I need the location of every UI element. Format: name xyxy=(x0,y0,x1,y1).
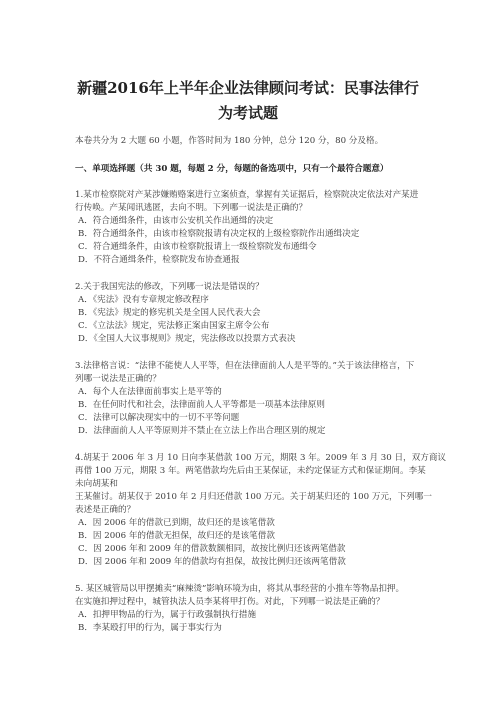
question-3-stem-cont: 列哪一说法是正确的？ xyxy=(75,374,161,384)
question-1-option-c: C．符合通缉条件，由该市检察院报请上一级检察院发布通缉令 xyxy=(78,242,317,252)
question-1-option-a: A．符合通缉条件，由该市公安机关作出通缉的决定 xyxy=(78,216,274,226)
document-title-line-1: 新疆2016年上半年企业法律顾问考试：民事法律行 xyxy=(77,79,419,97)
question-4-option-a: A．因 2006 年的借款已到期，故归还的是该笔借款 xyxy=(78,518,275,528)
question-3-option-b: B．在任何时代和社会，法律面前人人平等都是一项基本法律原则 xyxy=(78,400,325,410)
question-4-option-b: B．因 2006 年的借款无担保，故归还的是该笔借款 xyxy=(78,531,275,541)
question-4-stem-cont-4: 表述是正确的？ xyxy=(75,505,136,515)
section-heading-single-choice: 一、单项选择题（共 30 题，每题 2 分，每题的备选项中，只有一个最符合题意） xyxy=(75,164,389,174)
question-4-stem-cont-1: 再借 100 万元，期限 3 年。两笔借款均先后由王某保证，未约定保证方式和保证期间。李某 xyxy=(75,466,426,476)
question-3-option-d: D．法律面前人人平等原则并不禁止在立法上作出合理区别的规定 xyxy=(78,426,326,436)
question-1-stem: 1.某市检察院对产某涉嫌贿赂案进行立案侦查，掌握有关证据后，检察院决定依法对产某进 xyxy=(75,190,419,200)
question-2-option-b: B．《宪法》规定的修宪机关是全国人民代表大会 xyxy=(78,308,261,318)
document-title-line-2: 为考试题 xyxy=(217,104,278,122)
question-4-stem-cont-2: 未向胡某和 xyxy=(75,479,118,489)
question-3-option-c: C．法律可以解决现实中的一切不平等问题 xyxy=(78,413,240,423)
question-2-option-c: C．《立法法》规定，宪法修正案由国家主席令公布 xyxy=(78,321,270,331)
question-1-option-b: B．符合通缉条件，由该市检察院报请有决定权的上级检察院作出通缉决定 xyxy=(78,229,360,239)
question-4-option-c: C．因 2006 年和 2009 年的借款数额相同，故按比例归还该两笔借款 xyxy=(78,544,346,554)
question-4-stem-cont-3: 王某催讨。胡某仅于 2010 年 2 月归还借款 100 万元。关于胡某归还的 100 万元，下列哪一 xyxy=(75,492,432,502)
question-2-stem: 2.关于我国宪法的修改，下列哪一说法是错误的？ xyxy=(75,282,264,292)
question-1-stem-cont: 行传唤。产某闻讯逃匿，去向不明。下列哪一说法是正确的？ xyxy=(75,203,308,213)
exam-intro: 本卷共分为 2 大题 60 小题，作答时间为 180 分钟，总分 120 分，80 分及格。 xyxy=(75,136,384,146)
question-5-option-a: A．扣押甲物品的行为，属于行政强制执行措施 xyxy=(78,610,257,620)
question-3-option-a: A．每个人在法律面前事实上是平等的 xyxy=(78,387,222,397)
question-5-option-b: B．李某殴打甲的行为，属于事实行为 xyxy=(78,623,222,633)
question-5-stem: 5. 某区城管局以甲摆摊卖“麻辣烫”影响环境为由，将其从事经营的小推车等物品扣押。 xyxy=(75,584,405,594)
question-5-stem-cont: 在实施扣押过程中，城管执法人员李某将甲打伤。对此，下列哪一说法是正确的？ xyxy=(75,597,385,607)
question-4-stem: 4.胡某于 2006 年 3 月 10 日向李某借款 100 万元，期限 3 年。2009 年 3 月 30 日，双方商议 xyxy=(75,453,447,463)
question-2-option-a: A．《宪法》没有专章规定修改程序 xyxy=(78,295,209,305)
question-2-option-d: D．《全国人大议事规则》规定，宪法修改以投票方式表决 xyxy=(78,334,296,344)
question-4-option-d: D．因 2006 年和 2009 年的借款均有担保，故按比例归还该两笔借款 xyxy=(78,557,346,567)
question-1-option-d: D．不符合通缉条件，检察院发布协查通报 xyxy=(78,255,240,265)
question-3-stem: 3.法律格言说：“法律不能使人人平等，但在法律面前人人是平等的。”关于该法律格言，下 xyxy=(75,361,415,371)
